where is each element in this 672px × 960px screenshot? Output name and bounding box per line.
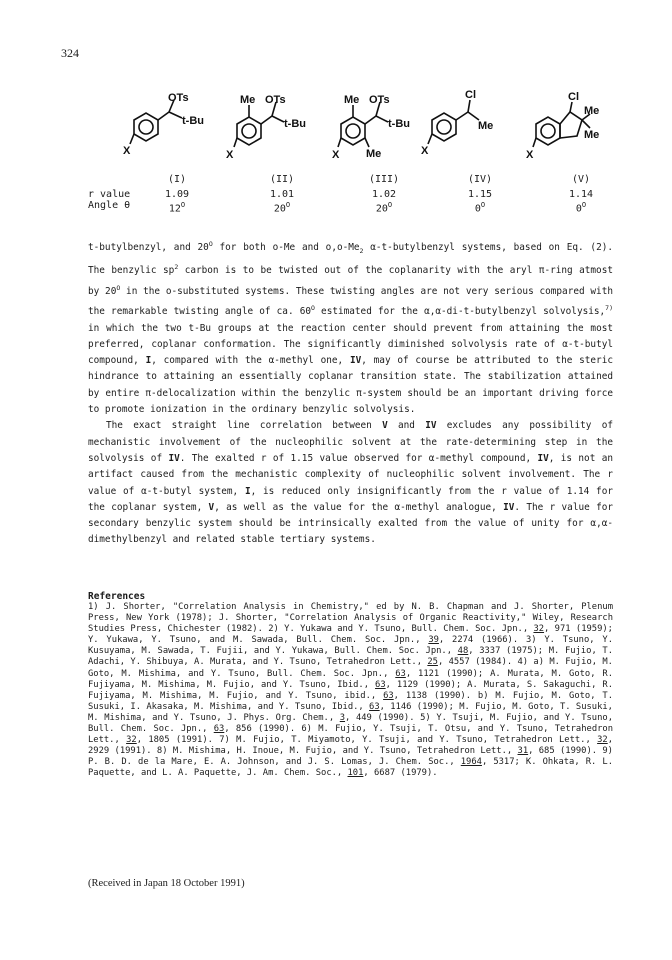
body-text	[88, 236, 613, 549]
label-ots-1: OTs	[168, 92, 189, 104]
label-x-2: X	[226, 149, 234, 161]
r-value-V: 1.14	[568, 189, 594, 200]
r-value-II: 1.01	[269, 189, 295, 200]
label-cl-4: Cl	[465, 89, 476, 101]
table-row-r	[88, 189, 648, 200]
aromatic-circle-2	[242, 124, 256, 138]
aromatic-circle-4	[437, 120, 451, 134]
cyclopentane-ring-5	[560, 112, 582, 138]
angle-V: $0^O$	[575, 201, 587, 215]
r-value-I: 1.09	[164, 189, 190, 200]
benzene-ring-3	[341, 117, 365, 145]
table-row-angle	[88, 200, 648, 215]
table-header-row	[88, 174, 648, 185]
references-list: 1) J. Shorter, "Correlation Analysis in Chemistry," ed by N. B. Chapman and J. Shorter, Plenum Press, New York (1978); J. Shorter, "Correlation Analysis of Organic Reactivity," Wiley, Research Studies Press, Chichester (1982). 2) Y. Yukawa and Y. Tsuno, Bull. Chem. Soc. Jpn., 32, 971 (1959); Y. Yukawa, Y. Tsuno, and M. Sawada, Bull. Chem. Soc. Jpn., 39, 2274 (1966). 3) Y. Tsuno, Y. Kusuyama, M. Sawada, T. Fujii, and Y. Yukawa, Bull. Chem. Soc. Jpn., 48, 3337 (1975); M. Fujio, T. Adachi, Y. Shibuya, A. Murata, and Y. Tsuno, Tetrahedron Lett., 25, 4557 (1984). 4) a) M. Fujio, M. Goto, M. Mishima, and Y. Tsuno, Bull. Chem. Soc. Jpn., 63, 1121 (1990); A. Murata, M. Goto, R. Fujiyama, M. Mishima, M. Fujio, and Y. Tsuno, Ibid., 63, 1129 (1990); A. Murata, S. Sakaguchi, R. Fujiyama, M. Mishima, M. Fujio, and Y. Tsuno, ibid., 63, 1138 (1990). b) M. Fujio, M. Goto, T. Susuki, I. Akasaka, M. Mishima, and Y. Tsuno, Ibid., 63, 1146 (1990); M. Fujio, M. Goto, T. Susuki, M. Mishima, and Y. Tsuno, J. Phys. Org. Chem., 3, 449 (1990). 5) Y. Tsuji, M. Fujio, and Y. Tsuno, Bull. Chem. Soc. Jpn., 63, 856 (1990). 6) M. Fujio, Y. Tsuji, T. Otsu, and Y. Tsuno, Tetrahedron Lett., 32, 1805 (1991). 7) M. Fujio, T. Miyamoto, Y. Tsuji, and Y. Tsuno, Tetrahedron Lett., 32, 2929 (1991). 8) M. Mishima, H. Inoue, M. Fujio, and Y. Tsuno, Tetrahedron Lett., 31, 685 (1990). 9) P. B. D. de la Mare, E. A. Johnson, and J. S. Lomas, J. Chem. Soc., 1964, 5317; K. Ohkata, R. L. Paquette, and L. A. Paquette, J. Am. Chem. Soc., 101, 6687 (1979).	[88, 602, 614, 779]
received-date: (Received in Japan 18 October 1991)	[88, 878, 245, 889]
benzene-ring-5	[536, 117, 560, 145]
page-number: 324	[61, 46, 79, 60]
angle-I: $12^O$	[168, 201, 186, 215]
label-ots-2: OTs	[265, 94, 286, 106]
label-x-3: X	[332, 149, 340, 161]
benzene-ring-4	[432, 113, 456, 141]
label-tbu-3: t-Bu	[388, 118, 410, 130]
aromatic-circle-1	[139, 120, 153, 134]
chemical-structures	[112, 89, 600, 176]
label-x-5: X	[526, 149, 534, 161]
header-V: (V)	[571, 174, 591, 185]
label-tbu-2: t-Bu	[284, 118, 306, 130]
angle-label: Angle θ	[88, 200, 131, 211]
label-me-5a: Me	[584, 105, 600, 117]
angle-IV: $0^O$	[474, 201, 486, 215]
r-value-table	[88, 174, 648, 215]
header-II: (II)	[269, 174, 295, 185]
header-I: (I)	[167, 174, 187, 185]
r-value-III: 1.02	[371, 189, 397, 200]
angle-II: $20^O$	[273, 201, 291, 215]
angle-III: $20^O$	[375, 201, 393, 215]
structures-figure	[112, 89, 600, 176]
header-III: (III)	[368, 174, 400, 185]
label-me-5b: Me	[584, 129, 600, 141]
paragraph-2: The exact straight line correlation between V and IV excludes any possibility of mechanistic involvement of the nucleophilic solvent at the rate-determining step in the solvolysis of IV. The exalted r of 1.15 value observed for α-methyl compound, IV, is not an artifact caused from the mechanistic complexity of nucleophilic solvent involvement. The r value of α-t-butyl system, I, is reduced only insignificantly from the r value of 1.14 for the coplanar system, V, as well as the value for the α-methyl analogue, IV. The r value for secondary benzylic system should be intrinsically exalted from the value of unity for α,α-dimethylbenzyl and related stable tertiary systems.	[88, 420, 613, 546]
label-x-4: X	[421, 145, 429, 157]
aromatic-circle-5	[541, 124, 555, 138]
label-ots-3: OTs	[369, 94, 390, 106]
r-value-label: r value	[88, 189, 131, 200]
r-value-IV: 1.15	[467, 189, 493, 200]
aromatic-circle-3	[346, 124, 360, 138]
header-IV: (IV)	[467, 174, 493, 185]
benzene-ring-2	[237, 117, 261, 145]
label-me-4: Me	[478, 120, 494, 132]
benzene-ring-1	[134, 113, 158, 141]
references-heading: References	[88, 591, 146, 602]
label-cl-5: Cl	[568, 91, 579, 103]
label-me-2: Me	[240, 94, 256, 106]
label-tbu-1: t-Bu	[182, 115, 204, 127]
paragraph-1: t-butylbenzyl, and $20^O$ for both o-Me and $o,o-Me_2$ α-t-butylbenzyl systems, based on Eq. (2). The benzylic $sp^2$ carbon is to be twisted out of the coplanarity with the aryl π-ring atmost by $20^O$ in the o-substituted systems. These twisting angles are not very serious compared with the remarkable twisting angle of ca. $60^O$ estimated for the α,α-di-t-butylbenzyl solvolysis,$^{7)}$ in which the two t-Bu groups at the reaction center should prevent from attaining the most preferred, coplanar conformation. The significantly diminished solvolysis rate of α-t-butyl compound, I, compared with the α-methyl one, IV, may of course be attributed to the steric hindrance to attaining an essentially coplanar transition state. The stabilization attained by entire π-delocalization within the benzylic π-system should be an important driving force to promote ionization in the ordinary benzylic solvolysis.	[88, 240, 614, 416]
label-me-3a: Me	[344, 94, 360, 106]
label-x-1: X	[123, 145, 131, 157]
label-me-3b: Me	[366, 148, 382, 160]
